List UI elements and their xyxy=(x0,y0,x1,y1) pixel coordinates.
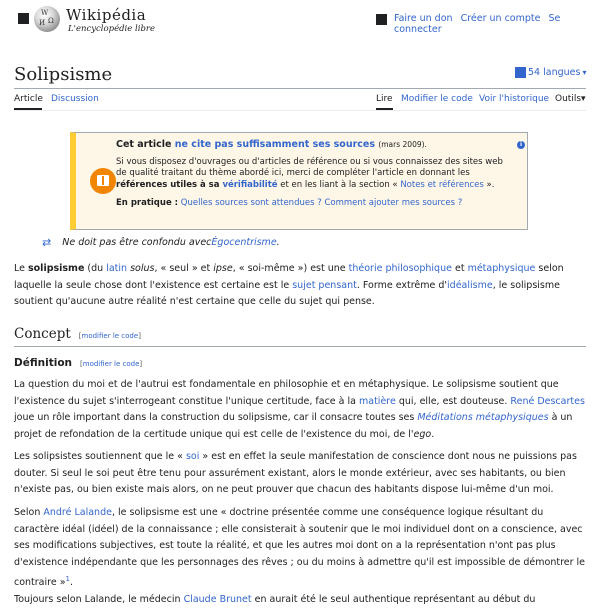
claude-brunet-link[interactable]: Claude Brunet xyxy=(183,594,252,605)
tab-history[interactable]: Voir l'historique xyxy=(479,94,550,104)
hatnote-text: Ne doit pas être confondu avec xyxy=(62,237,212,248)
which-sources-link[interactable]: Quelles sources sont attendues ? xyxy=(180,198,322,208)
language-icon xyxy=(515,67,526,78)
logo-wordmark[interactable]: Wikipédia xyxy=(66,6,147,24)
tab-read[interactable]: Lire xyxy=(376,94,393,104)
descartes-link[interactable]: René Descartes xyxy=(510,395,585,407)
lalande-link[interactable]: André Lalande xyxy=(43,507,112,518)
egocentrisme-link[interactable]: Égocentrisme xyxy=(211,237,277,248)
main-menu-icon[interactable] xyxy=(18,13,29,24)
tab-tools[interactable]: Outils▾ xyxy=(555,94,586,104)
hatnote xyxy=(42,236,280,249)
sources-warning-box xyxy=(70,132,528,230)
create-account-link[interactable]: Créer un compte xyxy=(460,13,541,24)
donate-link[interactable]: Faire un don xyxy=(394,13,453,24)
warning-heading xyxy=(116,139,516,151)
notes-link[interactable]: Notes et références xyxy=(400,179,484,190)
matter-link[interactable]: matière xyxy=(359,395,396,407)
chevron-down-icon: ▾ xyxy=(582,68,587,77)
site-header xyxy=(0,0,600,40)
practice-line xyxy=(116,198,516,210)
verifiability-link[interactable]: vérifiabilité xyxy=(222,179,278,190)
warning-content xyxy=(116,139,516,210)
section-divider xyxy=(14,346,586,347)
warning-text: Si vous disposez d'ouvrages ou d'articles de référence ou si vous connaissez des sites web de qualité traitant du thème abordé ici, merci de compléter l'article en donnant les xyxy=(116,156,503,178)
section-concept xyxy=(14,326,141,342)
info-icon[interactable]: i xyxy=(517,141,525,149)
warning-date: (mars 2009). xyxy=(378,140,427,149)
title-divider xyxy=(14,88,586,89)
user-links xyxy=(394,13,600,35)
tabs-divider xyxy=(14,110,586,111)
tab-article[interactable]: Article xyxy=(14,94,43,104)
book-warning-icon xyxy=(90,168,116,194)
section-concept-title: Concept xyxy=(14,326,71,342)
paragraph-2: Les solipsistes soutiennent que le « soi » est en effet la seule manifestation de conscience dont nous ne puissions pas douter. Si seul le soi peut être tenu pour assurément existant, alors le monde extérieur, avec ses habitants, ou bien n'existe pas, ou bien existe mais alors, on ne peut prouver que chacun des habitants dispose lui-même d'un moi. xyxy=(14,451,577,495)
language-button[interactable] xyxy=(515,67,586,78)
warning-text: et en les liant à la section « xyxy=(277,179,401,190)
edit-link[interactable]: modifier le code xyxy=(82,360,140,368)
how-to-add-link[interactable]: Comment ajouter mes sources ? xyxy=(324,198,463,208)
page-title: Solipsisme xyxy=(14,64,113,85)
term-bold: solipsisme xyxy=(28,263,85,274)
user-menu-icon[interactable] xyxy=(376,14,387,25)
idealism-link[interactable]: idéalisme xyxy=(447,279,493,291)
metaphysics-link[interactable]: métaphysique xyxy=(467,263,536,274)
edit-link[interactable]: modifier le code xyxy=(81,332,139,340)
tab-edit-source[interactable]: Modifier le code xyxy=(401,94,473,104)
sources-link[interactable]: ne cite pas suffisamment ses sources xyxy=(174,139,376,150)
latin-link[interactable]: latin xyxy=(106,263,128,274)
disambiguation-icon: ⇄ xyxy=(42,236,52,249)
login-link[interactable]: Se connecter xyxy=(394,13,561,35)
warning-body xyxy=(116,157,516,192)
footnote-1-link[interactable]: 1 xyxy=(65,575,70,583)
section-definition-title: Définition xyxy=(14,357,73,369)
tools-label: Outils xyxy=(555,94,582,104)
warning-bold: références utiles à sa xyxy=(116,179,223,190)
warning-heading-text: Cet article xyxy=(116,139,175,150)
language-count: 54 langues xyxy=(528,67,581,78)
tab-discussion[interactable]: Discussion xyxy=(51,94,99,104)
section-definition xyxy=(14,357,142,369)
practice-label: En pratique : xyxy=(116,198,179,208)
thinking-subject-link[interactable]: sujet pensant xyxy=(292,279,357,291)
paragraph-3: Selon André Lalande, le solipsisme est une « doctrine présentée comme une conséquence logique résultant du caractère idéal (idéel) de la connaissance ; elle consisterait à soutenir que le moi individuel dont on a conscience, avec ses modifications subjectives, est toute la réalité, et que les autres moi dont on a la représentation n'ont pas plus d'existence indépendante que les personnages des rêves ; ou du moins à admettre qu'il est impossible de démontrer le contraire »$^1$. xyxy=(14,507,586,589)
self-link[interactable]: soi xyxy=(185,451,200,462)
edit-section-definition: [modifier le code] xyxy=(80,360,143,368)
intro-paragraph: Le solipsisme (du latin solus, « seul » et ipse, « soi-même ») est une théorie philosophique et métaphysique selon laquelle la seule chose dont l'existence est certaine est le sujet pensant. Forme extrême d'idéalisme, le solipsisme soutient qu'aucune autre réalité n'est certaine que celle du sujet qui pense. xyxy=(14,263,564,307)
philosophy-theory-link[interactable]: théorie philosophique xyxy=(348,263,452,274)
edit-section-concept: [modifier le code] xyxy=(78,332,141,340)
paragraph-1: La question du moi et de l'autrui est fondamentale en philosophie et en métaphysique. Le solipsisme soutient que l'existence du sujet s'interrogeant constitue l'unique certitude, face à la matière qui, elle, est douteuse. René Descartes joue un rôle important dans la construction du solipsisme, car il consacre toutes ses Méditations métaphysiques à un projet de refondation de la certitude unique qui est celle de l'existence du moi, de l'ego. xyxy=(14,379,585,440)
logo-tagline: L'encyclopédie libre xyxy=(68,24,155,34)
wikipedia-globe-icon[interactable]: W Ω И xyxy=(34,6,60,32)
warning-text: ». xyxy=(483,179,495,190)
meditations-link[interactable]: Méditations métaphysiques xyxy=(417,412,549,423)
paragraph-4: Toujours selon Lalande, le médecin Claude Brunet en aurait été le seul authentique représentant au début du xyxy=(14,594,536,605)
hatnote-end: . xyxy=(276,237,280,248)
